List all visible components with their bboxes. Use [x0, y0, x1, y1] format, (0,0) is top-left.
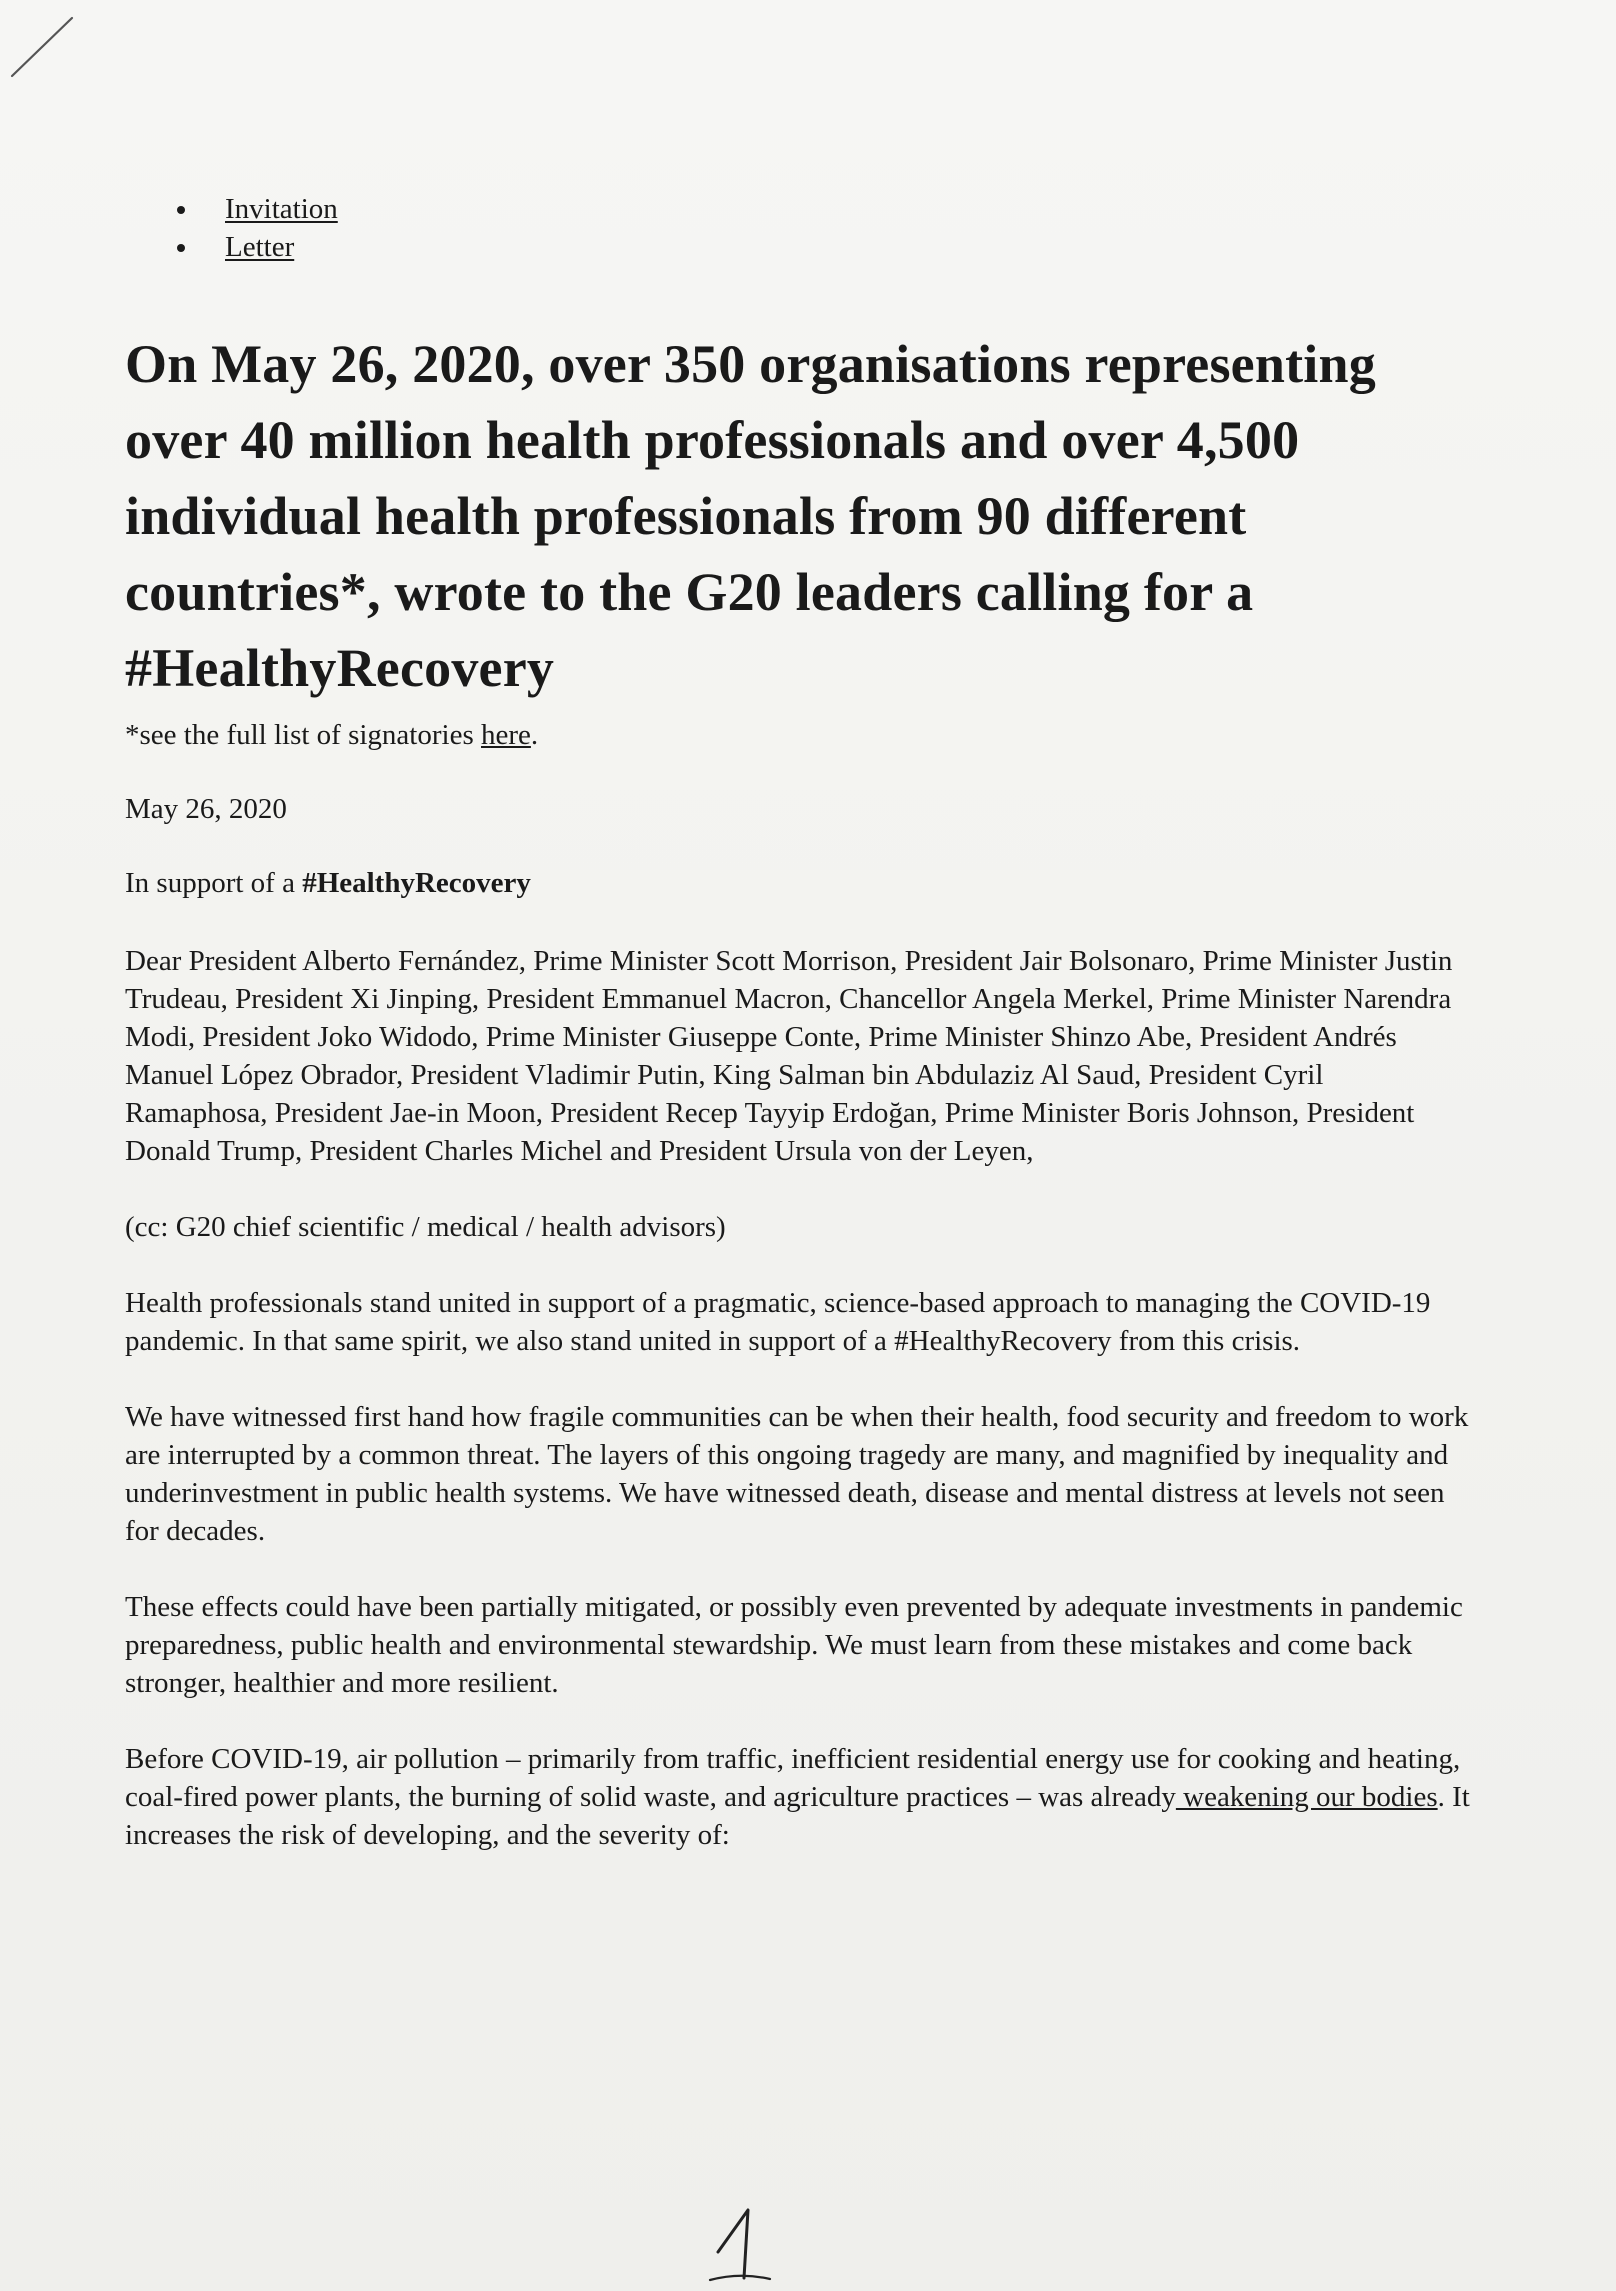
pen-stroke-mark: [10, 14, 80, 84]
weakening-our-bodies-link[interactable]: weakening our bodies: [1175, 1781, 1438, 1813]
handwritten-page-number: [700, 2200, 820, 2290]
body-paragraph-4-prefix: Before COVID-19, air pollution – primarily from traffic, inefficient residential energy use for cooking and heating, coal-fired power plants, the burning of solid waste, and agriculture practices – was already: [125, 1743, 1461, 1813]
nav-link-invitation[interactable]: Invitation: [225, 193, 338, 225]
cc-line: (cc: G20 chief scientific / medical / health advisors): [125, 1211, 726, 1243]
support-hashtag: #HealthyRecovery: [302, 867, 531, 899]
body-paragraph-3: These effects could have been partially mitigated, or possibly even prevented by adequate investments in pandemic preparedness, public health and environmental stewardship. We must learn from these mistakes and come back stronger, healthier and more resilient.: [125, 1591, 1463, 1699]
signatories-note-suffix: .: [530, 719, 539, 751]
body-paragraph-4-suffix: . It increases the risk of developing, and the severity of:: [125, 1781, 1470, 1851]
nav-list: [125, 190, 1470, 266]
page-title: On May 26, 2020, over 350 organisations representing over 40 million health professionals and over 4,500 individual health professionals from 90 different countries*, wrote to the G20 leaders calling for a #HealthyRecovery: [125, 334, 1376, 698]
nav-item-invitation: [125, 190, 1470, 228]
bullet-icon: [177, 206, 185, 214]
signatories-link[interactable]: here: [481, 719, 531, 751]
nav-link-letter[interactable]: Letter: [225, 231, 295, 263]
body-paragraph-4: [125, 1740, 1470, 1854]
salutation: Dear President Alberto Fernández, Prime Minister Scott Morrison, President Jair Bolsonaro, Prime Minister Justin Trudeau, President Xi Jinping, President Emmanuel Macron, Chancellor Angela Merkel, Prime Minister Narendra Modi, President Joko Widodo, Prime Minister Giuseppe Conte, Prime Minister Shinzo Abe, President Andrés Manuel López Obrador, President Vladimir Putin, King Salman bin Abdulaziz Al Saud, President Cyril Ramaphosa, President Jae-in Moon, President Recep Tayyip Erdoğan, Prime Minister Boris Johnson, President Donald Trump, President Charles Michel and President Ursula von der Leyen,: [125, 945, 1453, 1167]
support-prefix: In support of a: [125, 867, 303, 899]
body-paragraph-1: Health professionals stand united in support of a pragmatic, science-based approach to managing the COVID-19 pandemic. In that same spirit, we also stand united in support of a #HealthyRecovery from this crisis.: [125, 1287, 1431, 1357]
support-line: [125, 864, 1470, 902]
nav-item-letter: [125, 228, 1470, 266]
letter-content: [125, 190, 1470, 1854]
signatories-note-prefix: *see the full list of signatories: [125, 719, 481, 751]
body-paragraph-2: We have witnessed first hand how fragile communities can be when their health, food security and freedom to work are interrupted by a common threat. The layers of this ongoing tragedy are many, and magnified by inequality and underinvestment in public health systems. We have witnessed death, disease and mental distress at levels not seen for decades.: [125, 1401, 1469, 1547]
letter-date: May 26, 2020: [125, 793, 287, 825]
signatories-note: [125, 716, 1470, 754]
bullet-icon: [177, 244, 185, 252]
